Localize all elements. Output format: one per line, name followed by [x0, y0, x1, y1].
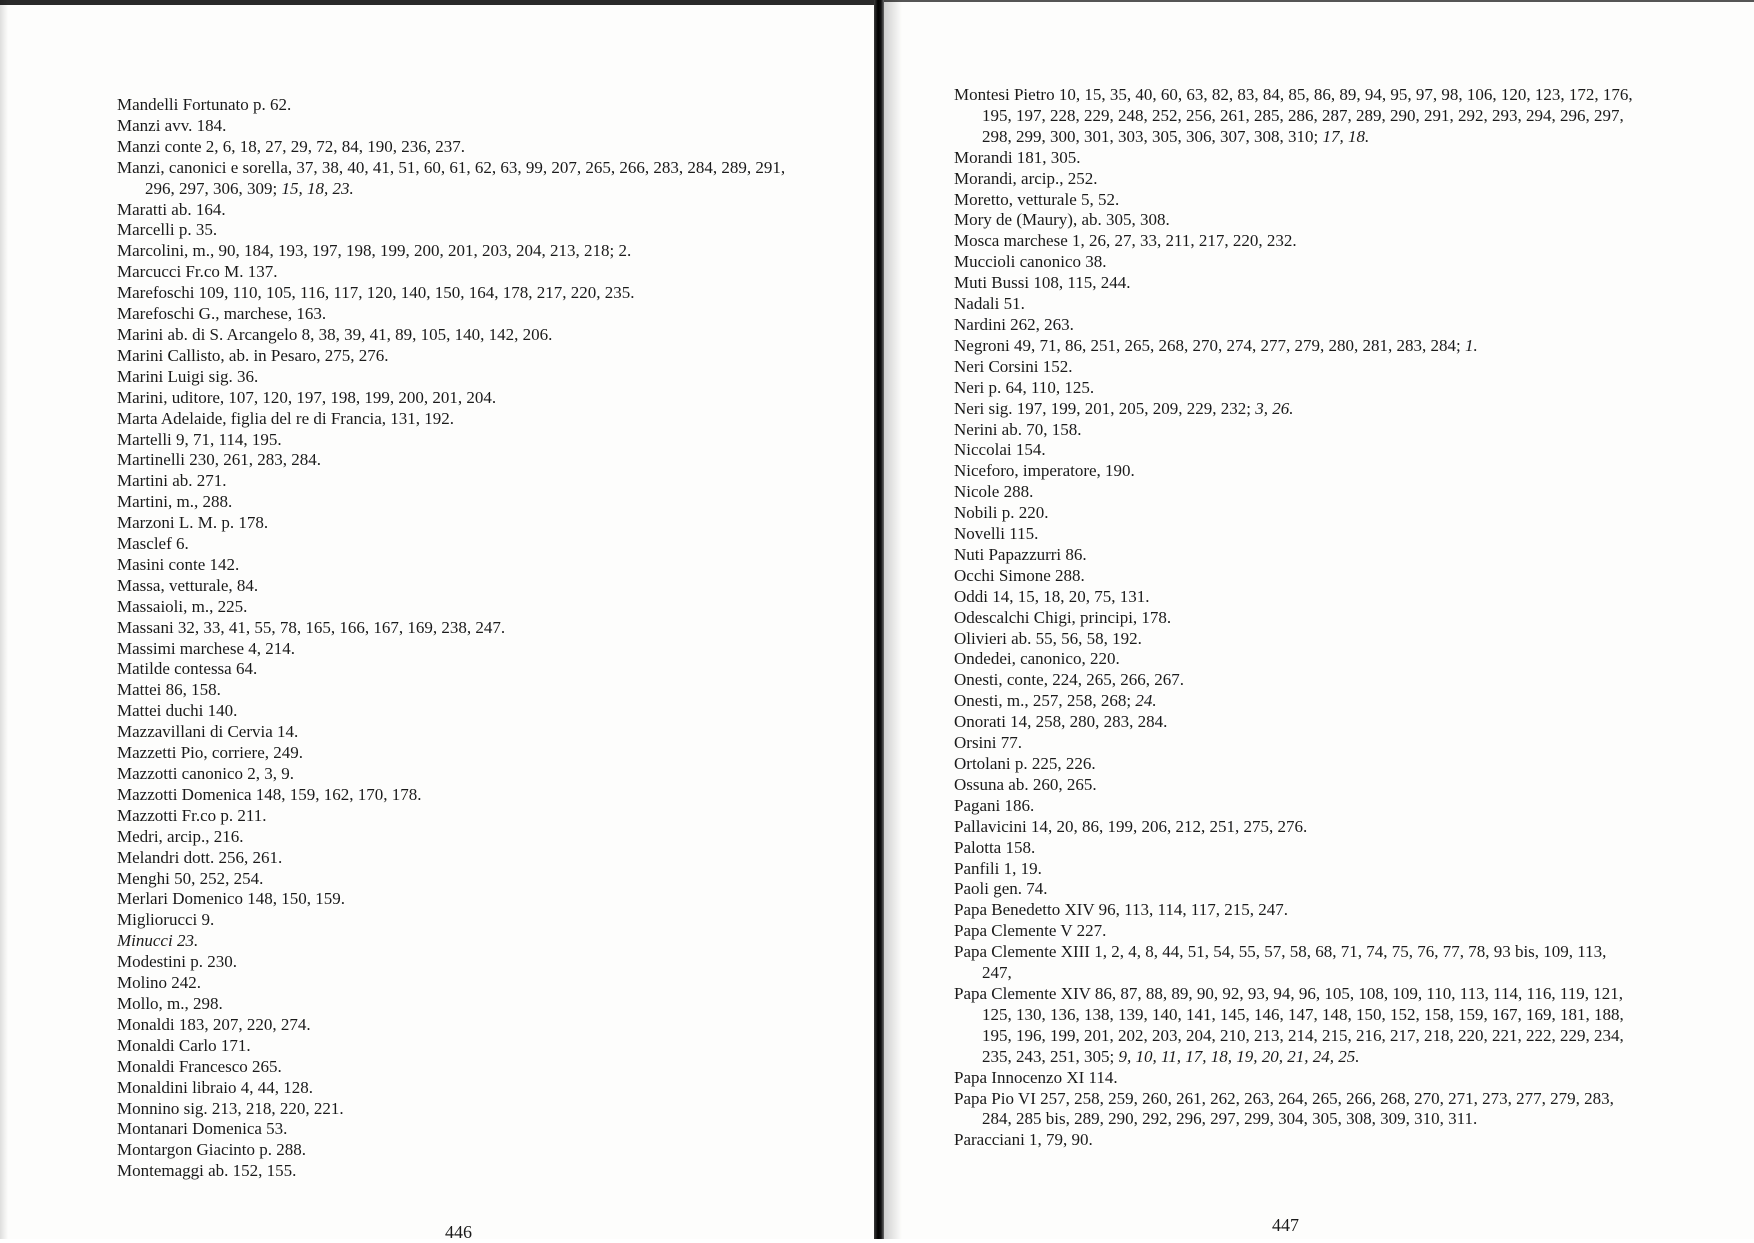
index-list-right [954, 85, 1640, 1151]
index-entry-text: Martini ab. 271. [117, 471, 227, 491]
index-entry-text: Marini Callisto, ab. in Pesaro, 275, 276. [117, 345, 389, 365]
index-entry-text: Migliorucci 9. [117, 910, 215, 930]
index-entry [954, 169, 1640, 190]
index-entry [117, 869, 817, 890]
index-entry-text: Mazzotti Fr.co p. 211. [117, 805, 267, 825]
index-entry-text: Marini, uditore, 107, 120, 197, 198, 199, 200, 201, 204. [117, 387, 497, 407]
index-entry [954, 399, 1640, 420]
index-entry-text: Montesi Pietro 10, 15, 35, 40, 60, 63, 82, 83, 84, 85, 86, 89, 94, 95, 97, 98, 106, 120, 123, 172, 176, 195, 197, 228, 229, 248, 252, 256, 261, 285, 286, 287, 289, 290, 291, 292, 293, 294, 296, 297, 298, 299, 300, 301, 303, 305, 306, 307, 308, 310; [954, 85, 1633, 146]
index-entry-text: Medri, arcip., 216. [117, 826, 244, 846]
index-entry-text: Monnino sig. 213, 218, 220, 221. [117, 1098, 344, 1118]
index-entry-text: Muti Bussi 108, 115, 244. [954, 273, 1131, 293]
index-entry-text: Mazzavillani di Cervia 14. [117, 722, 299, 742]
index-entry-text: Nobili p. 220. [954, 503, 1049, 523]
index-entry-text: Manzi conte 2, 6, 18, 27, 29, 72, 84, 190, 236, 237. [117, 136, 465, 156]
index-entry [117, 576, 817, 597]
index-entry-text: Marefoschi 109, 110, 105, 116, 117, 120, 140, 150, 164, 178, 217, 220, 235. [117, 283, 635, 303]
index-list-left [117, 95, 817, 1182]
index-entry [954, 148, 1640, 169]
index-entry-text: Montemaggi ab. 152, 155. [117, 1161, 297, 1181]
index-entry-text: Negroni 49, 71, 86, 251, 265, 268, 270, 274, 277, 279, 280, 281, 283, 284; [954, 335, 1465, 355]
index-entry [954, 754, 1640, 775]
index-entry [954, 859, 1640, 880]
index-entry [954, 190, 1640, 211]
index-entry [954, 775, 1640, 796]
index-entry [117, 534, 817, 555]
index-entry-text: Orsini 77. [954, 733, 1022, 753]
index-entry-text: Nerini ab. 70, 158. [954, 419, 1082, 439]
index-entry-text: Massani 32, 33, 41, 55, 78, 165, 166, 167, 169, 238, 247. [117, 617, 506, 637]
index-entry [117, 325, 817, 346]
index-entry [117, 450, 817, 471]
index-entry [954, 838, 1640, 859]
index-entry [954, 796, 1640, 817]
index-entry [117, 910, 817, 931]
index-entry-text: Morandi 181, 305. [954, 147, 1081, 167]
index-entry-text: Monaldi Carlo 171. [117, 1035, 251, 1055]
index-entry-italic-refs: 1. [1464, 335, 1478, 355]
index-entry [954, 210, 1640, 231]
index-entry [954, 503, 1640, 524]
index-entry-text: Mosca marchese 1, 26, 27, 33, 211, 217, 220, 232. [954, 231, 1297, 251]
index-entry [954, 942, 1640, 984]
index-entry-text: Onesti, conte, 224, 265, 266, 267. [954, 670, 1184, 690]
index-entry [954, 691, 1640, 712]
index-entry [117, 304, 817, 325]
index-entry-text: Marefoschi G., marchese, 163. [117, 304, 327, 324]
index-entry-text: Manzi avv. 184. [117, 115, 227, 135]
index-entry-text: Marzoni L. M. p. 178. [117, 513, 269, 533]
index-entry-text: Palotta 158. [954, 837, 1036, 857]
index-entry [117, 952, 817, 973]
index-entry-text: Papa Pio VI 257, 258, 259, 260, 261, 262, 263, 264, 265, 266, 268, 270, 271, 273, 277, 279, 283, 284, 285 bis, 289, 290, 292, 296, 297, 299, 304, 305, 308, 309, 310, 311. [954, 1088, 1614, 1129]
index-entry [117, 1140, 817, 1161]
index-entry [954, 1089, 1640, 1131]
index-entry [117, 973, 817, 994]
index-entry [117, 743, 817, 764]
index-entry-text: Marcolini, m., 90, 184, 193, 197, 198, 199, 200, 201, 203, 204, 213, 218; 2. [117, 241, 632, 261]
index-entry-italic-refs: 17, 18. [1322, 126, 1370, 146]
index-entry [954, 608, 1640, 629]
index-entry-text: Monaldi 183, 207, 220, 274. [117, 1014, 311, 1034]
index-entry-text: Maratti ab. 164. [117, 199, 226, 219]
index-entry-text: Panfili 1, 19. [954, 858, 1042, 878]
index-entry [954, 482, 1640, 503]
index-entry-text: Mazzetti Pio, corriere, 249. [117, 743, 303, 763]
index-entry-italic-refs: 15, 18, 23. [281, 178, 354, 198]
index-entry [117, 722, 817, 743]
index-entry-text: Montargon Giacinto p. 288. [117, 1140, 307, 1160]
index-entry [117, 764, 817, 785]
index-entry [954, 566, 1640, 587]
index-entry [117, 1099, 817, 1120]
index-entry-text: Matilde contessa 64. [117, 659, 258, 679]
index-entry-text: Monaldi Francesco 265. [117, 1056, 282, 1076]
index-entry [117, 262, 817, 283]
index-entry [117, 346, 817, 367]
index-entry-text: Mollo, m., 298. [117, 993, 223, 1013]
index-entry-text: Marcelli p. 35. [117, 220, 218, 240]
index-entry [954, 984, 1640, 1068]
index-entry [117, 555, 817, 576]
index-entry [117, 513, 817, 534]
index-entry [117, 241, 817, 262]
index-entry-italic-refs: Minucci 23. [117, 931, 199, 951]
index-entry [954, 440, 1640, 461]
index-entry [117, 158, 817, 200]
index-entry-text: Niceforo, imperatore, 190. [954, 461, 1135, 481]
index-entry-text: Nuti Papazzurri 86. [954, 544, 1087, 564]
index-entry [954, 315, 1640, 336]
index-entry-text: Morandi, arcip., 252. [954, 168, 1098, 188]
index-entry-text: Menghi 50, 252, 254. [117, 868, 264, 888]
index-entry-text: Mory de (Maury), ab. 305, 308. [954, 210, 1170, 230]
index-entry [117, 220, 817, 241]
index-entry [117, 994, 817, 1015]
index-entry [117, 659, 817, 680]
index-entry [954, 545, 1640, 566]
index-entry-text: Papa Innocenzo XI 114. [954, 1067, 1118, 1087]
index-entry [954, 336, 1640, 357]
index-entry [117, 116, 817, 137]
index-entry-text: Pallavicini 14, 20, 86, 199, 206, 212, 251, 275, 276. [954, 816, 1308, 836]
index-entry-text: Onesti, m., 257, 258, 268; [954, 691, 1136, 711]
index-entry [117, 701, 817, 722]
index-entry [117, 1036, 817, 1057]
index-entry-text: Ondedei, canonico, 220. [954, 649, 1120, 669]
index-entry-text: Massimi marchese 4, 214. [117, 638, 295, 658]
index-entry-text: Neri sig. 197, 199, 201, 205, 209, 229, 232; [954, 398, 1256, 418]
index-entry [954, 1068, 1640, 1089]
index-entry-text: Nadali 51. [954, 294, 1025, 314]
index-entry-italic-refs: 24. [1135, 691, 1157, 711]
index-entry-text: Pagani 186. [954, 795, 1035, 815]
index-entry [954, 461, 1640, 482]
index-entry [117, 806, 817, 827]
index-entry [117, 618, 817, 639]
index-entry [117, 1015, 817, 1036]
index-entry-text: Papa Benedetto XIV 96, 113, 114, 117, 215, 247. [954, 900, 1288, 920]
index-entry [117, 639, 817, 660]
index-entry [954, 524, 1640, 545]
index-entry [954, 231, 1640, 252]
index-entry-text: Mattei 86, 158. [117, 680, 221, 700]
index-entry [117, 680, 817, 701]
index-entry-text: Papa Clemente XIV 86, 87, 88, 89, 90, 92, 93, 94, 96, 105, 108, 109, 110, 113, 114, 116, 119, 121, 125, 130, 136, 138, 139, 140, 141, 145, 146, 147, 148, 150, 152, 158, 159, 167, 169, 181, 188, 195, 196, 199, 201, 202, 203, 204, 210, 213, 214, 215, 216, 217, 218, 220, 221, 222, 229, 234, 235, 243, 251, 305; [954, 983, 1624, 1066]
index-entry-text: Martini, m., 288. [117, 492, 233, 512]
index-entry [117, 388, 817, 409]
index-entry [954, 629, 1640, 650]
page-number-left: 446 [445, 1222, 472, 1242]
index-entry-text: Papa Clemente XIII 1, 2, 4, 8, 44, 51, 54, 55, 57, 58, 68, 71, 74, 75, 76, 77, 78, 93 bis, 109, 113, 247, [954, 942, 1607, 983]
index-entry-text: Niccolai 154. [954, 440, 1046, 460]
index-entry-text: Paracciani 1, 79, 90. [954, 1130, 1093, 1150]
right-page [902, 0, 1754, 1239]
index-entry-text: Marta Adelaide, figlia del re di Francia, 131, 192. [117, 408, 455, 428]
gutter-shadow [884, 0, 902, 1239]
index-entry-text: Mazzotti Domenica 148, 159, 162, 170, 178. [117, 784, 422, 804]
index-entry-text: Ossuna ab. 260, 265. [954, 774, 1097, 794]
index-entry-text: Nardini 262, 263. [954, 314, 1074, 334]
index-entry [117, 1078, 817, 1099]
index-entry-text: Nicole 288. [954, 482, 1034, 502]
index-entry-text: Martelli 9, 71, 114, 195. [117, 429, 282, 449]
index-entry-text: Onorati 14, 258, 280, 283, 284. [954, 712, 1168, 732]
index-entry-italic-refs: 3, 26. [1255, 398, 1294, 418]
index-entry [954, 378, 1640, 399]
index-entry [954, 900, 1640, 921]
index-entry-text: Molino 242. [117, 973, 202, 993]
index-entry [117, 367, 817, 388]
index-entry-text: Marcucci Fr.co M. 137. [117, 262, 278, 282]
index-entry-text: Moretto, vetturale 5, 52. [954, 189, 1120, 209]
index-entry [117, 848, 817, 869]
index-entry [117, 785, 817, 806]
index-entry [954, 733, 1640, 754]
index-entry [954, 294, 1640, 315]
index-entry [117, 889, 817, 910]
index-entry-text: Manzi, canonici e sorella, 37, 38, 40, 41, 51, 60, 61, 62, 63, 99, 207, 265, 266, 283, 284, 289, 291, 296, 297, 306, 309; [117, 157, 786, 198]
index-entry [117, 137, 817, 158]
index-entry [954, 879, 1640, 900]
index-entry-text: Ortolani p. 225, 226. [954, 754, 1096, 773]
index-entry-text: Masini conte 142. [117, 554, 240, 574]
index-entry-text: Mattei duchi 140. [117, 701, 238, 721]
index-entry-text: Massaioli, m., 225. [117, 596, 248, 616]
index-entry [954, 712, 1640, 733]
index-entry-text: Neri Corsini 152. [954, 356, 1073, 376]
page-number-right: 447 [1272, 1215, 1299, 1235]
index-entry-text: Marini Luigi sig. 36. [117, 366, 259, 386]
index-entry-text: Masclef 6. [117, 534, 189, 554]
index-entry [954, 273, 1640, 294]
index-entry-text: Montanari Domenica 53. [117, 1119, 288, 1139]
index-entry-text: Neri p. 64, 110, 125. [954, 377, 1095, 397]
index-entry-text: Odescalchi Chigi, principi, 178. [954, 607, 1172, 627]
index-entry [117, 1161, 817, 1182]
index-entry [117, 827, 817, 848]
index-entry [954, 252, 1640, 273]
index-entry-text: Modestini p. 230. [117, 952, 237, 972]
index-entry-text: Oddi 14, 15, 18, 20, 75, 131. [954, 586, 1150, 606]
index-entry [117, 430, 817, 451]
index-entry [954, 649, 1640, 670]
index-entry-text: Muccioli canonico 38. [954, 252, 1107, 272]
index-entry [117, 1057, 817, 1078]
index-entry-text: Merlari Domenico 148, 150, 159. [117, 889, 346, 909]
index-entry [117, 471, 817, 492]
index-entry [954, 357, 1640, 378]
index-entry [117, 1119, 817, 1140]
index-entry [954, 817, 1640, 838]
index-entry [954, 420, 1640, 441]
index-entry-text: Martinelli 230, 261, 283, 284. [117, 450, 321, 470]
index-entry-text: Mazzotti canonico 2, 3, 9. [117, 764, 295, 783]
index-entry-text: Massa, vetturale, 84. [117, 575, 259, 595]
index-entry-text: Marini ab. di S. Arcangelo 8, 38, 39, 41, 89, 105, 140, 142, 206. [117, 324, 553, 344]
index-entry [117, 409, 817, 430]
index-entry-text: Occhi Simone 288. [954, 565, 1085, 585]
index-entry-text: Melandri dott. 256, 261. [117, 847, 283, 867]
left-page [0, 0, 874, 1242]
index-entry [117, 200, 817, 221]
index-entry [117, 492, 817, 513]
index-entry-text: Monaldini libraio 4, 44, 128. [117, 1077, 313, 1097]
index-entry-text: Papa Clemente V 227. [954, 921, 1107, 941]
index-entry [954, 85, 1640, 148]
index-entry [954, 587, 1640, 608]
index-entry-italic-refs: 9, 10, 11, 17, 18, 19, 20, 21, 24, 25. [1118, 1046, 1360, 1066]
index-entry-text: Novelli 115. [954, 524, 1039, 544]
index-entry-text: Mandelli Fortunato p. 62. [117, 95, 292, 114]
index-entry [117, 931, 817, 952]
index-entry-text: Olivieri ab. 55, 56, 58, 192. [954, 628, 1142, 648]
book-gutter [874, 0, 884, 1239]
index-entry [954, 1130, 1640, 1151]
index-entry-text: Paoli gen. 74. [954, 879, 1048, 899]
index-entry [954, 921, 1640, 942]
index-entry [117, 597, 817, 618]
index-entry [117, 283, 817, 304]
index-entry [954, 670, 1640, 691]
index-entry [117, 95, 817, 116]
